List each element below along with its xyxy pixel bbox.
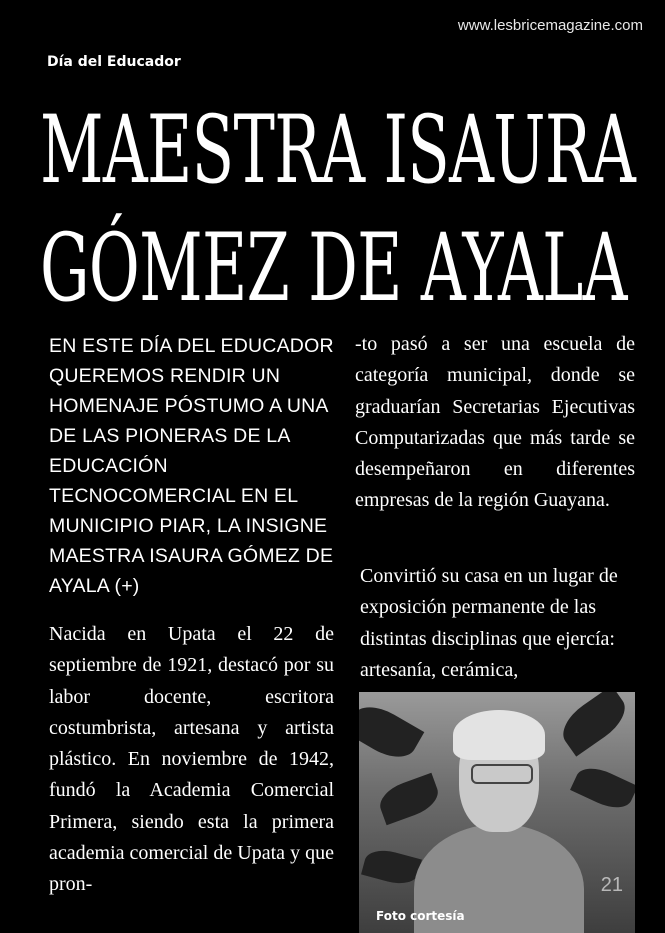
glasses-icon [471,764,533,784]
leaf-shape [570,761,635,815]
title-line-2: GÓMEZ DE AYALA [40,214,627,323]
site-url[interactable]: www.lesbricemagazine.com [457,17,643,34]
leaf-shape [554,692,633,757]
title-line-1: MAESTRA ISAURA [40,96,636,205]
article-title [40,92,636,328]
leaf-shape [359,697,424,767]
photo-credit: Foto cortesía [376,909,465,923]
body-paragraph-right-2: Convirtió su casa en un lugar de exposición permanente de las distintas disciplinas que ejercía: artesanía, cerámica, [360,565,618,681]
body-paragraph-right-1: -to pasó a ser una escuela de categoría municipal, donde se graduarían Secretarias Ejecutivas Computarizadas que más tarde se desempeñaron en diferentes empresas de la región Guayana. [355,333,635,512]
portrait-photo [359,692,635,933]
person-hair [453,710,545,760]
intro-paragraph: EN ESTE DÍA DEL EDUCADOR QUEREMOS RENDIR UN HOMENAJE PÓSTUMO A UNA DE LAS PIONERAS DE LA EDUCACIÓN TECNOCOMERCIAL EN EL MUNICIPIO PIAR, LA INSIGNE MAESTRA ISAURA GÓMEZ DE AYALA (+) [49,335,334,597]
section-label: Día del Educador [47,54,181,70]
page-number: 21 [600,874,623,896]
leaf-shape [375,773,443,825]
body-paragraph-left: Nacida en Upata el 22 de septiembre de 1921, destacó por su labor docente, escritora costumbrista, artesana y artista plástico. En noviembre de 1942, fundó la Academia Comercial Primera, siendo esta la primera academia comercial de Upata y que pron- [49,623,334,896]
leaf-shape [361,845,422,888]
